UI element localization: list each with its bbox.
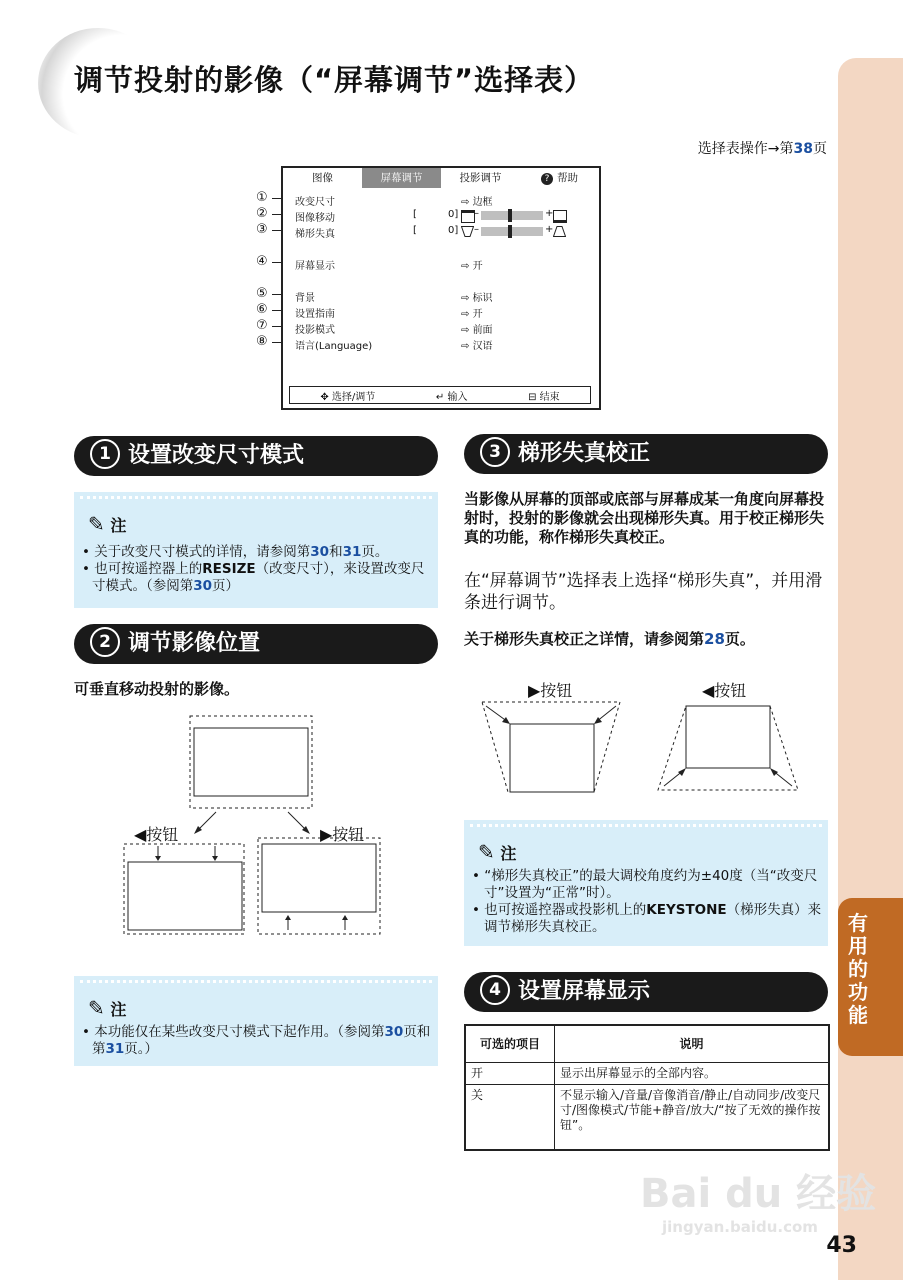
callout-2: ② bbox=[256, 206, 268, 221]
osd-value bbox=[461, 321, 493, 336]
pencil-icon: ✎ bbox=[88, 512, 105, 536]
osd-bracket: [ bbox=[413, 225, 417, 236]
menu-ref-suffix: 页 bbox=[813, 141, 827, 157]
callout-line bbox=[272, 310, 281, 311]
callout-line bbox=[272, 342, 281, 343]
section-3-header bbox=[464, 434, 828, 474]
note-title bbox=[478, 840, 516, 864]
osd-item-osd-display[interactable]: 屏幕显示 bbox=[295, 261, 335, 272]
osd-value bbox=[461, 305, 483, 320]
enter-icon: ↵ bbox=[435, 391, 448, 403]
note-divider bbox=[80, 980, 432, 987]
note-text: 和 bbox=[329, 544, 343, 560]
note-text: 也可按遥控器上的 bbox=[94, 561, 203, 577]
osd-footer-enter bbox=[436, 388, 468, 403]
ref-text: 页。 bbox=[724, 630, 755, 648]
side-strip bbox=[838, 58, 903, 1280]
osd-item-projection[interactable]: 投影模式 bbox=[295, 325, 335, 336]
osd-value-text: 开 bbox=[472, 261, 483, 272]
page-link[interactable]: 28 bbox=[704, 630, 725, 648]
note-text: （改变尺寸），来设置改变尺寸模式。（参阅第 bbox=[92, 561, 425, 594]
keystone-left-button-label: ◀按钮 bbox=[702, 681, 747, 700]
keystone-diagram bbox=[474, 698, 814, 798]
osd-tab-projection[interactable]: 投影调节 bbox=[459, 172, 502, 184]
section-2-header bbox=[74, 624, 438, 664]
callout-line bbox=[272, 198, 281, 199]
note-divider bbox=[80, 496, 432, 503]
osd-footer-enter-label: 输入 bbox=[447, 391, 468, 403]
note-title-text: 注 bbox=[110, 1000, 127, 1019]
note-bullet: • 本功能仅在某些改变尺寸模式下起作用。（参阅第30页和第31页。） bbox=[82, 1024, 431, 1057]
osd-footer-end-label: 结束 bbox=[539, 391, 560, 403]
osd-item-keystone[interactable]: 梯形失真 bbox=[295, 229, 335, 240]
keystone-right-button-label: ▶按钮 bbox=[528, 681, 573, 700]
osd-value-text: 标识 bbox=[472, 293, 493, 304]
arrow-right-icon: ⇨ bbox=[461, 197, 473, 208]
keystone-description: 当影像从屏幕的顶部或底部与屏幕成某一角度向屏幕投射时，投射的影像就会出现梯形失真。用于校正梯形失真的功能，称作梯形失真校正。 bbox=[464, 490, 825, 546]
osd-item-background[interactable]: 背景 bbox=[295, 293, 315, 304]
callout-line bbox=[272, 294, 281, 295]
arrow-right-icon: ⇨ bbox=[461, 309, 473, 320]
table-row bbox=[465, 1063, 829, 1085]
menu-ref-page: 38 bbox=[793, 141, 813, 157]
keystone-slider[interactable] bbox=[481, 227, 543, 236]
arrow-right-icon: ⇨ bbox=[461, 325, 473, 336]
end-button-icon: ⊟ bbox=[528, 391, 540, 403]
osd-tab-help-label: 帮助 bbox=[557, 172, 578, 184]
osd-footer-end bbox=[528, 388, 560, 403]
table-cell-desc: 显示出屏幕显示的全部内容。 bbox=[555, 1063, 830, 1085]
note-bullet: • “梯形失真校正”的最大调校角度约为±40度（当“改变尺寸”设置为“正常”时）。 bbox=[472, 868, 818, 901]
osd-minus: – bbox=[474, 208, 479, 219]
osd-plus: + bbox=[545, 208, 554, 219]
osd-footer-select bbox=[320, 388, 375, 403]
shift-up-icon bbox=[461, 210, 475, 223]
note-text: 页和第 bbox=[92, 1024, 431, 1057]
callout-4: ④ bbox=[256, 254, 268, 269]
keystone-reference bbox=[464, 630, 755, 649]
callout-6: ⑥ bbox=[256, 302, 268, 317]
osd-footer-select-label: 选择/调节 bbox=[331, 391, 376, 403]
section-title: 调节影像位置 bbox=[128, 631, 261, 656]
arrow-right-icon: ⇨ bbox=[461, 341, 473, 352]
osd-plus: + bbox=[545, 224, 554, 235]
table-header: 说明 bbox=[555, 1025, 830, 1063]
callout-8: ⑧ bbox=[256, 334, 268, 349]
help-icon: ? bbox=[541, 173, 553, 185]
callout-line bbox=[272, 262, 281, 263]
section-title: 梯形失真校正 bbox=[518, 441, 651, 466]
osd-tab-picture[interactable]: 图像 bbox=[312, 172, 333, 184]
callout-5: ⑤ bbox=[256, 286, 268, 301]
menu-ref-text: 选择表操作 bbox=[697, 141, 768, 157]
table-header: 可选的项目 bbox=[465, 1025, 555, 1063]
key-name: KEYSTONE bbox=[646, 902, 727, 918]
keystone-instruction: 在“屏幕调节”选择表上选择“梯形失真”，并用滑条进行调节。 bbox=[464, 571, 823, 613]
arrow-right-icon: ⇨ bbox=[461, 261, 473, 272]
arrow-right-icon: ⇨ bbox=[461, 293, 473, 304]
section-number: 1 bbox=[90, 439, 120, 469]
callout-3: ③ bbox=[256, 222, 268, 237]
note-body bbox=[472, 868, 822, 936]
note-bullet: • 也可按遥控器上的RESIZE（改变尺寸），来设置改变尺寸模式。（参阅第30页） bbox=[82, 561, 425, 594]
note-divider bbox=[470, 824, 822, 831]
osd-item-resize[interactable]: 改变尺寸 bbox=[295, 197, 335, 208]
section-1-header bbox=[74, 436, 438, 476]
callout-line bbox=[272, 214, 281, 215]
left-button-label: ◀按钮 bbox=[134, 825, 179, 844]
note-text: 本功能仅在某些改变尺寸模式下起作用。（参阅第 bbox=[94, 1024, 385, 1040]
note-text: “梯形失真校正”的最大调校角度约为±40度（当“改变尺寸”设置为“正常”时）。 bbox=[484, 868, 818, 901]
osd-value-text: 开 bbox=[472, 309, 483, 320]
osd-value-text: 汉语 bbox=[472, 341, 493, 352]
page-link[interactable]: 31 bbox=[105, 1041, 125, 1057]
osd-footer bbox=[289, 386, 591, 404]
side-tab-label: 有用的功能 bbox=[848, 911, 868, 1027]
osd-value bbox=[461, 337, 493, 352]
section-number: 3 bbox=[480, 437, 510, 467]
table-cell-item: 关 bbox=[465, 1085, 555, 1151]
osd-tab-help[interactable] bbox=[520, 168, 599, 188]
section-number: 4 bbox=[480, 975, 510, 1005]
ref-text: 关于梯形失真校正之详情，请参阅第 bbox=[464, 630, 705, 648]
slider-knob[interactable] bbox=[508, 209, 512, 222]
watermark-url: jingyan.baidu.com bbox=[662, 1218, 818, 1236]
table-row bbox=[465, 1085, 829, 1151]
page-link[interactable]: 31 bbox=[342, 544, 362, 560]
table-cell-desc: 不显示输入/音量/音像消音/静止/自动同步/改变尺寸/图像模式/节能+静音/放大/“按了无效的操作按钮”。 bbox=[555, 1085, 830, 1151]
osd-slider-value: 0] bbox=[448, 225, 459, 236]
image-shift-slider[interactable] bbox=[481, 211, 543, 220]
shift-down-icon bbox=[553, 210, 567, 223]
note-box-3 bbox=[464, 820, 828, 946]
osd-value-text: 边框 bbox=[472, 197, 493, 208]
note-text: 页） bbox=[212, 578, 240, 594]
osd-value-text: 前面 bbox=[472, 325, 493, 336]
osd-value bbox=[461, 289, 493, 304]
note-bullet: • 也可按遥控器或投影机上的KEYSTONE（梯形失真）来调节梯形失真校正。 bbox=[472, 902, 822, 935]
section-2-body: 可垂直移动投射的影像。 bbox=[74, 680, 240, 698]
osd-menu-screenshot bbox=[281, 166, 601, 410]
osd-value bbox=[461, 257, 483, 272]
page-number: 43 bbox=[826, 1233, 857, 1258]
pencil-icon: ✎ bbox=[478, 840, 495, 864]
note-box-1 bbox=[74, 492, 438, 608]
table-cell-item: 开 bbox=[465, 1063, 555, 1085]
keystone-minus-icon bbox=[461, 226, 474, 237]
osd-slider-value: 0] bbox=[448, 209, 459, 220]
osd-item-setup-guide[interactable]: 设置指南 bbox=[295, 309, 335, 320]
arrow-right-icon: → bbox=[767, 141, 780, 157]
osd-bracket: [ bbox=[413, 209, 417, 220]
note-title-text: 注 bbox=[500, 844, 517, 863]
page-link[interactable]: 30 bbox=[384, 1024, 404, 1040]
osd-value bbox=[461, 193, 493, 208]
menu-ref-prefix: 第 bbox=[779, 141, 794, 157]
note-text: 页。 bbox=[361, 544, 389, 560]
osd-minus: – bbox=[474, 224, 479, 235]
pencil-icon: ✎ bbox=[88, 996, 105, 1020]
note-title bbox=[88, 512, 126, 536]
key-name: RESIZE bbox=[202, 561, 256, 577]
osd-item-image-shift[interactable]: 图像移动 bbox=[295, 213, 335, 224]
note-text: 页。） bbox=[124, 1041, 159, 1057]
move-cross-icon: ✥ bbox=[320, 391, 332, 403]
osd-tab-bar bbox=[283, 168, 599, 188]
menu-reference bbox=[698, 138, 827, 158]
section-title: 设置改变尺寸模式 bbox=[128, 443, 305, 468]
callout-1: ① bbox=[256, 190, 268, 205]
keystone-plus-icon bbox=[553, 226, 566, 237]
callout-line bbox=[272, 230, 281, 231]
note-title bbox=[88, 996, 126, 1020]
osd-tab-screen[interactable]: 屏幕调节 bbox=[362, 168, 441, 188]
note-text: （梯形失真）来调节梯形失真校正。 bbox=[484, 902, 822, 935]
note-text: 也可按遥控器或投影机上的 bbox=[484, 902, 647, 918]
right-button-label: ▶按钮 bbox=[320, 825, 365, 844]
callout-line bbox=[272, 326, 281, 327]
page-link[interactable]: 30 bbox=[310, 544, 330, 560]
table-header-row bbox=[465, 1025, 829, 1063]
osd-item-language[interactable]: 语言(Language) bbox=[295, 341, 373, 352]
callout-7: ⑦ bbox=[256, 318, 268, 333]
note-text: 关于改变尺寸模式的详情，请参阅第 bbox=[94, 544, 311, 560]
note-title-text: 注 bbox=[110, 516, 127, 535]
watermark-logo: Bai du 经验 bbox=[640, 1171, 877, 1217]
osd-display-table bbox=[464, 1024, 830, 1151]
section-title: 设置屏幕显示 bbox=[518, 979, 651, 1004]
section-4-header bbox=[464, 972, 828, 1012]
note-body bbox=[82, 544, 432, 595]
note-box-2 bbox=[74, 976, 438, 1066]
page-title: 调节投射的影像（“屏幕调节”选择表） bbox=[74, 63, 595, 97]
page-link[interactable]: 30 bbox=[193, 578, 213, 594]
note-bullet: • 关于改变尺寸模式的详情，请参阅第30和31页。 bbox=[82, 544, 389, 560]
section-number: 2 bbox=[90, 627, 120, 657]
slider-knob[interactable] bbox=[508, 225, 512, 238]
